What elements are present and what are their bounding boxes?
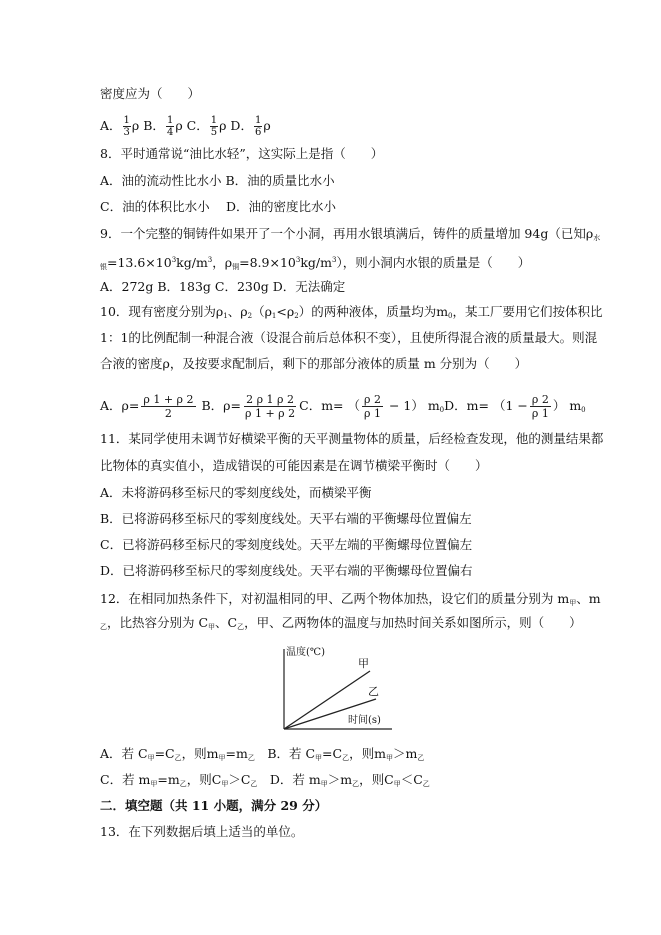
question-12-cont: $_乙$，比热容分别为 $C_甲$、$C_乙$，甲、乙两物体的温度与加热时间关系如图所示，则（ ） (100, 615, 582, 631)
question-8: 8．平时通常说“油比水轻”，这实际上是指（ ） (100, 146, 384, 161)
fraction: $\frac{2 \rho 1 \rho 2}{\rho 1 + \rho 2}$ (244, 393, 296, 420)
question-11-option-b: B．已将游码移至标尺的零刻度线处。天平右端的平衡螺母位置偏左 (100, 511, 472, 526)
question-9: 9．一个完整的铜铸件如果开了一个小洞，再用水银填满后，铸件的质量增加 94g（已知$\rho_水$ (100, 226, 601, 242)
question-12: 12．在相同加热条件下，对初温相同的甲、乙两个物体加热，设它们的质量分别为 $m_甲$、m (100, 591, 601, 607)
question-11-option-d: D．已将游码移至标尺的零刻度线处。天平右端的平衡螺母位置偏右 (100, 563, 473, 578)
section-heading: 二．填空题（共 11 小题，满分 29 分） (100, 798, 328, 813)
question-12-options: A．若 $C_甲=C_乙$，则$m_甲=m_乙$ B．若 $C_甲=C_乙$，则$m_甲>m_乙$ (100, 746, 425, 762)
option-label: C． (182, 118, 209, 133)
option-label: B． (139, 118, 165, 133)
temperature-time-graph (270, 643, 395, 733)
question-7-options: A． $\frac{1}{3}$ ρ B． $\frac{1}{4}$ ρ C． $\frac{1}{5}$ ρ D． $\frac{1}{6}$ ρ (100, 115, 271, 138)
option-label: A． (100, 118, 122, 133)
line-yi-label: 乙 (368, 685, 379, 698)
fraction: $\frac{\rho 2}{\rho 1}$ (364, 393, 381, 420)
question-10: 10．现有密度分别为$\rho_1$、$\rho_2(\rho_1<\rho_2)$的两种液体，质量均为$m_0$，某工厂要用它们按体积比 (100, 304, 603, 320)
fraction: $\frac{1}{5}$ (210, 115, 218, 138)
x-axis-label: 时间(s) (348, 715, 381, 726)
question-11-option-a: A．未将游码移至标尺的零刻度线处，而横梁平衡 (100, 485, 372, 500)
question-12-options: C．若 $m_甲=m_乙$，则$C_甲>C_乙$ D．若 $m_甲>m_乙$，则$C_甲<C_乙$ (100, 772, 430, 788)
question-11-cont: 比物体的真实值小，造成错误的可能因素是在调节横梁平衡时（ ） (100, 458, 488, 473)
question-8-options: C．油的体积比水小 D．油的密度比水小 (100, 199, 337, 214)
y-axis-label: 温度(℃) (286, 647, 325, 658)
fraction: $\frac{\rho 2}{\rho 1}$ (531, 393, 549, 420)
fraction: $\frac{1}{3}$ (123, 115, 130, 138)
question-8-options: A．油的流动性比水小 B．油的质量比水小 (100, 173, 335, 188)
fraction: $\frac{1}{4}$ (166, 115, 174, 138)
question-11: 11．某同学使用未调节好横梁平衡的天平测量物体的质量，后经检查发现，他的测量结果都 (100, 431, 604, 446)
question-9-cont: $_银=13.6\times 10^3kg/m^3$，$\rho_铜=8.9\times 10^3kg/m^3$），则小洞内水银的质量是（ ） (100, 255, 531, 271)
option-label: D． (226, 118, 253, 133)
fraction: $\frac{1}{6}$ (254, 115, 262, 138)
text-line: 密度应为（ ） (100, 86, 201, 101)
question-10-cont: 合液的密度ρ，及按要求配制后，剩下的那部分液体的质量 m 分别为（ ） (100, 356, 528, 371)
line-jia-label: 甲 (358, 657, 369, 670)
question-11-option-c: C．已将游码移至标尺的零刻度线处。天平左端的平衡螺母位置偏左 (100, 537, 473, 552)
question-13: 13．在下列数据后填上适当的单位。 (100, 824, 304, 839)
question-10-options: A．ρ= $\frac{\rho 1 + \rho 2}{2}$ B．ρ= $\frac{2 \rho 1 \rho 2}{\rho 1 + \rho 2}$ C．m= （ $\frac{\rho 2}{\rho 1}$ − 1） $m_0D$．m= （1 − $\frac{\rho 2}{\rho 1}$ ） $m_0$ (100, 393, 586, 420)
question-9-options: A．272g B．183g C．230g D．无法确定 (100, 279, 346, 294)
fraction: $\frac{\rho 1 + \rho 2}{2}$ (143, 393, 194, 420)
question-10-cont: 1：1的比例配制一种混合液（设混合前后总体积不变），且使所得混合液的质量最大。则混 (100, 330, 598, 345)
